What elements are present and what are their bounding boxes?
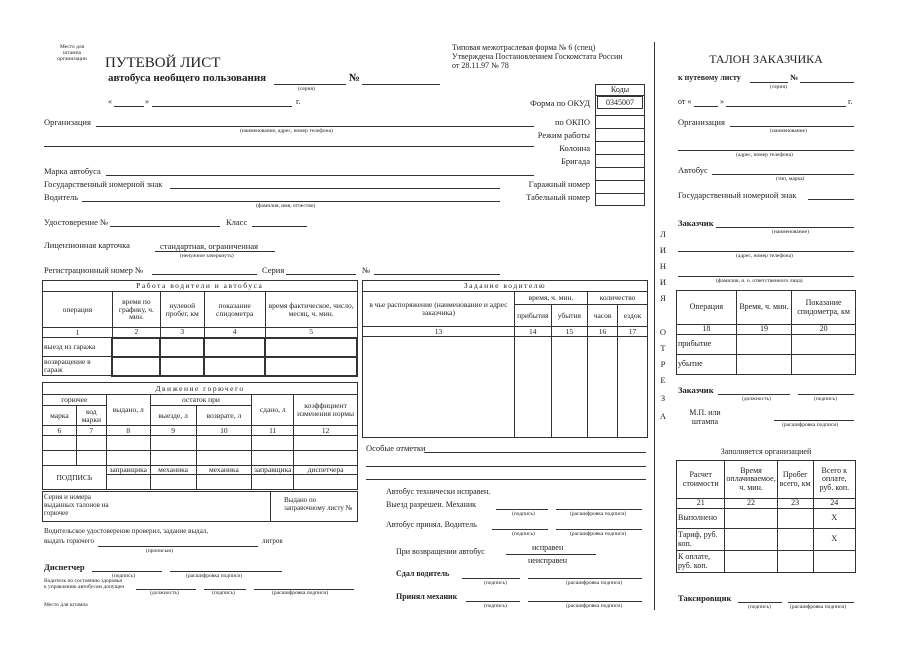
calc-cell[interactable] — [725, 509, 777, 529]
class-line[interactable] — [252, 226, 307, 227]
type-hint: (тип, марка) — [776, 176, 805, 182]
sign-hint: (подпись) — [748, 604, 771, 610]
work-cell[interactable] — [112, 357, 160, 376]
fuel-cell[interactable] — [252, 451, 294, 466]
accepted-decode-line[interactable] — [528, 601, 642, 602]
fuel-cell[interactable] — [76, 436, 106, 451]
calc-num: 23 — [777, 499, 813, 509]
codes-row-3 — [595, 141, 645, 142]
calc-cell[interactable] — [777, 529, 813, 551]
reg-label: Регистрационный номер № — [44, 265, 144, 275]
decode-hint: (расшифровка подписи) — [790, 604, 847, 610]
decode-hint: (расшифровка подписи) — [272, 590, 329, 596]
fuel-table-title: Движение горючего — [43, 383, 358, 395]
decode-hint: (расшифровка подписи) — [566, 603, 623, 609]
from-month-line[interactable] — [726, 106, 846, 107]
fuel-sign-cell[interactable] — [294, 475, 358, 490]
accepted-mech-label: Принял механик — [396, 592, 458, 601]
customer-sign-label: Заказчик — [678, 385, 714, 395]
cut-letter: З — [660, 393, 666, 403]
taxi-label: Таксировщик — [678, 593, 732, 603]
customer-decode-line[interactable] — [774, 420, 854, 421]
driver-line[interactable] — [82, 201, 500, 202]
position-hint: (должность) — [150, 590, 179, 596]
calc-col-time: Время оплачиваемое, ч. мин. — [725, 461, 777, 499]
task-col-arrive: прибытия — [514, 305, 551, 327]
customer-line[interactable] — [716, 227, 854, 228]
work-col-actual: время фактическое, число, месяц, ч. мин. — [265, 292, 357, 328]
task-col-disposal: в чье распоряжение (наименование и адрес заказчика) — [363, 292, 515, 327]
sign-hint: (подпись) — [814, 396, 837, 402]
fuel-cell[interactable] — [106, 436, 150, 451]
to-sheet-label: к путевому листу — [678, 73, 741, 82]
license-value: стандартная, ограниченная — [160, 241, 259, 251]
ops-col-op: Операция — [677, 291, 737, 325]
coupon-bus-line[interactable] — [712, 174, 854, 175]
fuel-cell[interactable] — [76, 451, 106, 466]
org-line-2[interactable] — [44, 146, 534, 147]
fuel-issue-line[interactable] — [98, 546, 258, 547]
work-cell[interactable] — [160, 357, 204, 376]
resp-hint: (фамилия, и. о. ответственного лица) — [716, 278, 803, 284]
calc-col-run: Пробег всего, км — [777, 461, 813, 499]
org-line[interactable] — [96, 126, 534, 127]
fuel-sign-role: механика — [196, 466, 252, 475]
fuel-num: 9 — [150, 426, 196, 436]
fuel-sign-role: механика — [150, 466, 196, 475]
work-row-out: выезд из гаража — [43, 338, 113, 357]
from-day-line[interactable] — [694, 106, 718, 107]
series-line[interactable] — [274, 84, 346, 85]
license-label: Лицензионная карточка — [44, 240, 130, 250]
task-col-qty: количество — [588, 292, 648, 305]
cut-letter: Е — [660, 375, 666, 385]
sign-hint: (подпись) — [212, 590, 235, 596]
ops-num: 20 — [792, 325, 856, 335]
codes-row-1 — [595, 115, 645, 116]
cut-letter: Я — [660, 293, 666, 303]
date-close-quote: » — [145, 97, 149, 106]
fuel-sign-cell[interactable] — [196, 475, 252, 490]
ops-row-depart: убытие — [677, 355, 737, 375]
fuel-cell[interactable] — [106, 451, 150, 466]
stamp-place-bottom: Место для штампа — [44, 602, 88, 608]
calc-cell[interactable] — [813, 551, 855, 573]
handed-sign-line[interactable] — [462, 578, 520, 579]
date-month-line[interactable] — [152, 106, 292, 107]
sign-hint: (подпись) — [512, 511, 535, 517]
fuel-sign-cell[interactable] — [106, 475, 150, 490]
customer-position-line[interactable] — [718, 394, 790, 395]
coupon-plate-label: Государственный номерной знак — [678, 190, 797, 200]
fuel-col-out: выезде, л — [150, 406, 196, 426]
ops-num: 19 — [736, 325, 792, 335]
decode-hint: (расшифровка подписи) — [782, 422, 839, 428]
coupon-plate-line[interactable] — [808, 199, 854, 200]
fuel-num: 6 — [43, 426, 77, 436]
fuel-num: 10 — [196, 426, 252, 436]
codes-header: Коды — [610, 85, 630, 94]
license-line[interactable] — [155, 251, 275, 252]
fuel-sign-role: заправщика — [106, 466, 150, 475]
notes-line-1[interactable] — [424, 452, 646, 453]
fuel-cell[interactable] — [43, 436, 77, 451]
customer-addr-line[interactable] — [678, 251, 854, 252]
codes-row-6 — [595, 180, 645, 181]
coupon-org-line[interactable] — [730, 126, 854, 127]
work-table — [42, 280, 358, 377]
fuel-col-handed: сдано, л — [252, 395, 294, 426]
stamp-place-label: Место для штампа организации — [57, 44, 87, 63]
handed-driver-label: Сдал водитель — [396, 569, 450, 578]
codes-row-7 — [595, 193, 645, 194]
sign-hint: (подпись) — [484, 580, 507, 586]
ops-cell[interactable] — [736, 335, 792, 355]
tab-label: Табельный номер — [526, 192, 590, 202]
ops-cell[interactable] — [792, 355, 856, 375]
class-label: Класс — [226, 217, 248, 227]
fuel-col-rest: остаток при — [150, 395, 252, 406]
work-num: 3 — [160, 328, 204, 338]
reg-no-label: № — [362, 265, 371, 275]
cert-checked-label: Водительское удостоверение проверил, задание выдал, — [44, 527, 209, 535]
calc-x-mark: Х — [813, 529, 855, 551]
customer-sign-line[interactable] — [798, 394, 854, 395]
calc-col-pay: Всего к оплате, руб. коп. — [813, 461, 855, 499]
work-num: 2 — [112, 328, 160, 338]
task-cell[interactable] — [618, 337, 648, 438]
standard-line1: Типовая межотраслевая форма № 6 (спец) — [452, 43, 596, 52]
okud-value: 0345007 — [606, 98, 634, 107]
date-open-quote: « — [108, 97, 112, 106]
cut-letter: Т — [660, 343, 666, 353]
plate-label: Государственный номерной знак — [44, 179, 163, 189]
bus-brand-line[interactable] — [106, 175, 534, 176]
standard-line3: от 28.11.97 № 78 — [452, 61, 509, 70]
addr-hint: (адрес, номер телефона) — [736, 152, 793, 158]
calc-cell[interactable] — [725, 551, 777, 573]
calc-cell[interactable] — [725, 529, 777, 551]
cut-letter: И — [659, 245, 667, 255]
ops-table — [676, 290, 856, 375]
date-day-line[interactable] — [114, 106, 144, 107]
bus-brand-label: Марка автобуса — [44, 166, 101, 176]
series-hint: (серия) — [298, 86, 315, 92]
fuel-col-issued: выдано, л — [106, 395, 150, 426]
fuel-cell[interactable] — [43, 451, 77, 466]
task-num: 13 — [363, 327, 515, 337]
cut-letter: Р — [660, 359, 666, 369]
brigade-label: Бригада — [560, 156, 590, 166]
calc-cell[interactable] — [777, 551, 813, 573]
sign-hint: (подпись) — [112, 573, 135, 579]
ops-col-time: Время, ч. мин. — [736, 291, 792, 325]
cut-letter: О — [659, 327, 667, 337]
cut-letter: И — [659, 277, 667, 287]
customer-label: Заказчик — [678, 218, 714, 228]
from-close-quote: » — [720, 97, 724, 106]
ok-word: исправен — [532, 543, 564, 552]
issued-by-sheet-label: Выдано по заправочному листу № — [284, 496, 353, 513]
series-issued-label: Серия и номера выданных талонов на горючее — [44, 493, 109, 518]
notes-label: Особые отметки — [366, 443, 426, 453]
from-year-suffix: г. — [848, 97, 853, 106]
task-col-trips: ездок — [618, 305, 648, 327]
words-hint: (прописью) — [146, 548, 174, 554]
calc-num: 24 — [813, 499, 855, 509]
task-col-depart: убытия — [551, 305, 587, 327]
coupon-title: ТАЛОН ЗАКАЗЧИКА — [709, 52, 823, 66]
driver-sign-line[interactable] — [492, 529, 548, 530]
calc-table — [676, 460, 856, 573]
task-table-title: Задание водителю — [363, 281, 648, 292]
taxi-decode-line[interactable] — [788, 602, 854, 603]
health-line1: Водитель по состоянию здоровья — [44, 578, 122, 584]
fuel-sign-cell[interactable] — [150, 475, 196, 490]
okud-label: Форма по ОКУД — [530, 98, 590, 108]
fuel-table — [42, 382, 358, 490]
calc-cell[interactable] — [777, 509, 813, 529]
coupon-org-label: Организация — [678, 117, 725, 127]
calc-row-done: Выполнено — [677, 509, 725, 529]
number-line[interactable] — [362, 84, 440, 85]
work-num: 5 — [265, 328, 357, 338]
task-num: 16 — [588, 327, 618, 337]
to-sheet-number-line[interactable] — [800, 82, 854, 83]
fuel-cell[interactable] — [294, 451, 358, 466]
fuel-cell[interactable] — [196, 436, 252, 451]
coupon-divider — [270, 491, 271, 522]
standard-line2: Утверждена Постановлением Госкомстата России — [452, 52, 623, 61]
cert-line[interactable] — [110, 226, 220, 227]
fuel-sign-role: диспетчера — [294, 466, 358, 475]
faulty-word: неисправен — [528, 556, 568, 565]
codes-row-4 — [595, 154, 645, 155]
license-hint: (ненужное зачеркнуть) — [180, 253, 234, 259]
ops-cell[interactable] — [736, 355, 792, 375]
work-cell[interactable] — [204, 357, 265, 376]
fuel-sign-role: заправщика — [252, 466, 294, 475]
to-sheet-number-sign: № — [790, 73, 799, 82]
reg-no-line[interactable] — [374, 274, 500, 275]
reg-series-line[interactable] — [286, 274, 356, 275]
liters-label: литров — [262, 537, 283, 545]
driver-decode-line[interactable] — [556, 529, 642, 530]
codes-row-5 — [595, 167, 645, 168]
ops-col-speedo: Показание спидометра, км — [792, 291, 856, 325]
fuel-col-fuel: горючее — [43, 395, 107, 406]
work-cell[interactable] — [160, 338, 204, 357]
plate-line[interactable] — [170, 188, 500, 189]
fuel-cell[interactable] — [196, 451, 252, 466]
fuel-cell[interactable] — [150, 436, 196, 451]
fuel-cell[interactable] — [294, 436, 358, 451]
customer-resp-line[interactable] — [678, 276, 854, 277]
work-cell[interactable] — [265, 338, 357, 357]
fuel-col-code: код марки — [76, 406, 106, 426]
mech-sign-line[interactable] — [496, 509, 548, 510]
task-col-time: время, ч. мин. — [514, 292, 587, 305]
task-cell[interactable] — [588, 337, 618, 438]
org-hint: (наименование, адрес, номер телефона) — [240, 128, 333, 134]
work-table-title: Работа водители и автобуса — [43, 281, 358, 292]
regime-label: Режим работы — [537, 130, 590, 140]
org-label: Организация — [44, 117, 91, 127]
work-num: 4 — [204, 328, 265, 338]
fuel-sign-cell[interactable] — [252, 475, 294, 490]
calc-num: 21 — [677, 499, 725, 509]
calc-num: 22 — [725, 499, 777, 509]
name-hint: (наименование) — [770, 128, 807, 134]
work-row-back: возвращение в гараж — [43, 357, 113, 376]
customer-name-hint: (наименование) — [772, 229, 809, 235]
filled-by-org-label: Заполняется организацией — [720, 447, 812, 456]
calc-x-mark: Х — [813, 509, 855, 529]
task-cell[interactable] — [363, 337, 515, 438]
cut-line — [654, 42, 655, 610]
work-cell[interactable] — [204, 338, 265, 357]
work-col-time: время по графику, ч. мин. — [112, 292, 160, 328]
fuel-num: 7 — [76, 426, 106, 436]
page-subtitle: автобуса необщего пользования — [108, 72, 267, 84]
work-num: 1 — [43, 328, 113, 338]
notes-line-3[interactable] — [366, 479, 646, 480]
fuel-issue-label: выдать горючего — [44, 537, 94, 545]
task-cell[interactable] — [514, 337, 551, 438]
fuel-num: 11 — [252, 426, 294, 436]
fuel-col-coef: коэффициент изменения нормы — [294, 395, 358, 426]
ops-num: 18 — [677, 325, 737, 335]
fuel-col-return: возврате, л — [196, 406, 252, 426]
fuel-cell[interactable] — [150, 451, 196, 466]
series-hint: (серия) — [770, 84, 787, 90]
okpo-label: по ОКПО — [554, 117, 590, 127]
fuel-cell[interactable] — [252, 436, 294, 451]
date-year-suffix: г. — [296, 97, 301, 106]
position-hint: (должность) — [742, 396, 771, 402]
bus-accepted-label: Автобус принял. Водитель — [386, 520, 477, 529]
notes-line-2[interactable] — [366, 466, 646, 467]
mech-decode-line[interactable] — [556, 509, 642, 510]
work-col-speedo: показание спидометра — [204, 292, 265, 328]
task-cell[interactable] — [551, 337, 587, 438]
ops-cell[interactable] — [792, 335, 856, 355]
coupon-addr-line[interactable] — [678, 150, 854, 151]
exit-allowed-label: Выезд разрешен. Механик — [386, 500, 477, 509]
taxi-sign-line[interactable] — [738, 602, 782, 603]
work-cell[interactable] — [265, 357, 357, 376]
dispatcher-label: Диспетчер — [44, 562, 85, 572]
driver-hint: (фамилия, имя, отчество) — [256, 203, 316, 209]
sign-hint: (подпись) — [484, 603, 507, 609]
dispatcher-decode-line[interactable] — [170, 571, 282, 572]
number-sign: № — [349, 72, 361, 84]
on-return-label: При возвращении автобус — [396, 547, 485, 556]
decode-hint: (расшифровка подписи) — [570, 531, 627, 537]
decode-hint: (расшифровка подписи) — [566, 580, 623, 586]
accepted-sign-line[interactable] — [466, 601, 520, 602]
fuel-num: 8 — [106, 426, 150, 436]
to-sheet-series-line[interactable] — [750, 82, 788, 83]
task-table — [362, 280, 648, 438]
fuel-sign-label: ПОДПИСЬ — [43, 466, 107, 490]
column-label: Колонна — [559, 143, 590, 153]
calc-col-calc: Расчет стоимости — [677, 461, 725, 499]
fuel-num: 12 — [294, 426, 358, 436]
calc-row-pay: К оплате, руб. коп. — [677, 551, 725, 573]
series-label: Серия — [262, 265, 285, 275]
sign-hint: (подпись) — [512, 531, 535, 537]
task-num: 17 — [618, 327, 648, 337]
ops-row-arrive: прибытие — [677, 335, 737, 355]
fuel-col-brand: марка — [43, 406, 77, 426]
work-col-zero: нулевой пробег, км — [160, 292, 204, 328]
garage-label: Гаражный номер — [528, 179, 590, 189]
health-line2: к управлению автобусом допущен — [44, 584, 125, 590]
from-label: от « — [678, 97, 692, 106]
calc-row-tariff: Тариф, руб. коп. — [677, 529, 725, 551]
driver-label: Водитель — [44, 192, 79, 202]
decode-hint: (расшифровка подписи) — [186, 573, 243, 579]
stamp-label: М.П. или штампа — [689, 408, 721, 427]
cut-letter: А — [659, 411, 667, 421]
dispatcher-sign-line[interactable] — [92, 571, 162, 572]
codes-row-2 — [595, 128, 645, 129]
cut-letter: Л — [660, 229, 666, 239]
cert-label: Удостоверение № — [44, 217, 109, 227]
work-cell[interactable] — [112, 338, 160, 357]
cut-letter: Н — [659, 261, 667, 271]
handed-decode-line[interactable] — [528, 578, 642, 579]
coupon-bus-label: Автобус — [678, 165, 708, 175]
return-divider — [506, 554, 596, 555]
reg-line[interactable] — [152, 274, 257, 275]
work-col-operation: операция — [43, 292, 113, 328]
task-num: 14 — [514, 327, 551, 337]
page-title: ПУТЕВОЙ ЛИСТ — [105, 55, 221, 71]
decode-hint: (расшифровка подписи) — [570, 511, 627, 517]
customer-addr-hint: (адрес, номер телефона) — [736, 253, 793, 259]
task-col-hours: часов — [588, 305, 618, 327]
bus-ok-label: Автобус технически исправен. — [386, 487, 491, 496]
task-num: 15 — [551, 327, 587, 337]
